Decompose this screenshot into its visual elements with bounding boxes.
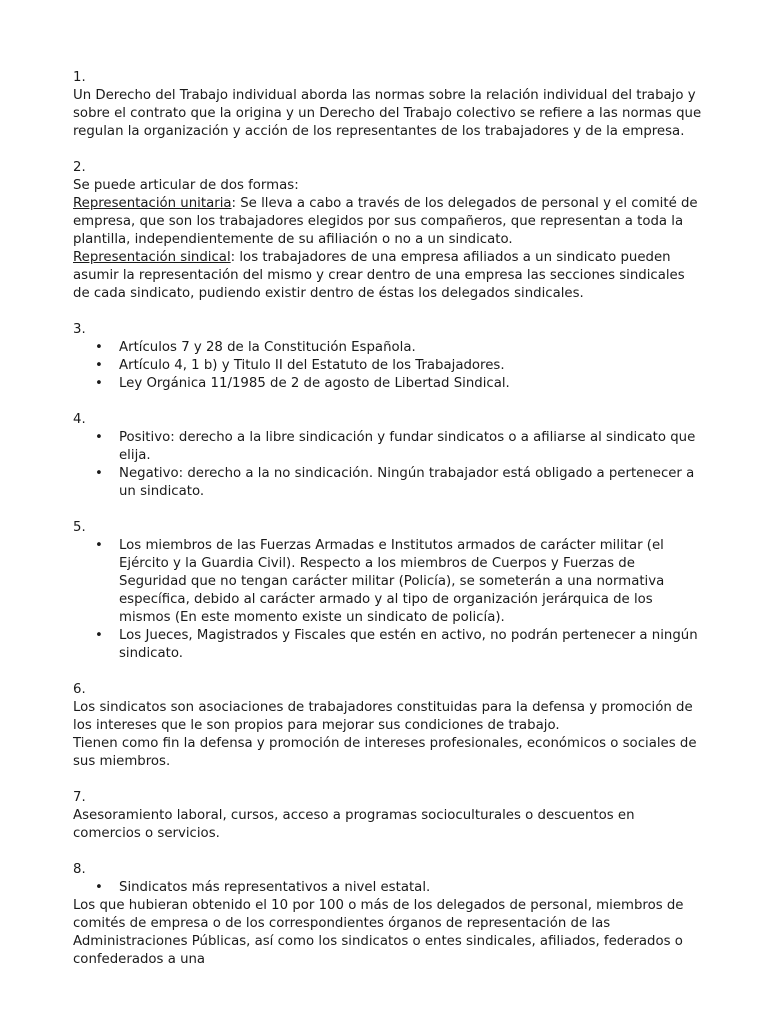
bullet-icon: • bbox=[95, 376, 103, 391]
bullet-icon: • bbox=[95, 538, 103, 553]
bullet-icon: • bbox=[95, 628, 103, 643]
paragraph: Se puede articular de dos formas: bbox=[73, 178, 299, 193]
list-item bbox=[73, 339, 703, 357]
term-representacion-unitaria: Representación unitaria bbox=[73, 196, 232, 211]
section-number: 4. bbox=[73, 412, 86, 427]
section-number: 5. bbox=[73, 520, 86, 535]
bullet-icon: • bbox=[95, 340, 103, 355]
list-item-text: Los miembros de las Fuerzas Armadas e Institutos armados de carácter militar (el Ejército y la Guardia Civil). Respecto a los miembros de Cuerpos y Fuerzas de Seguridad que no tengan carácter militar (Policía), se someterán a una normativa específica, debido al carácter armado y al tipo de organización jerárquica de los mismos (En este momento existe un sindicato de policía). bbox=[119, 538, 665, 625]
definition-text: : los trabajadores de una empresa afiliados a un sindicato pueden asumir la representación del mismo y crear dentro de una empresa las secciones sindicales de cada sindicato, pudiendo existir dentro de éstas los delegados sindicales. bbox=[73, 250, 685, 301]
paragraph: Los que hubieran obtenido el 10 por 100 o más de los delegados de personal, miembros de comités de empresa o de los correspondientes órganos de representación de las Administraciones Públicas, así como los sindicatos o entes sindicales, afiliados, federados o confederados a una bbox=[73, 898, 684, 967]
list-item bbox=[73, 357, 703, 375]
bullet-icon: • bbox=[95, 358, 103, 373]
bullet-icon: • bbox=[95, 466, 103, 481]
section-number: 1. bbox=[73, 70, 86, 85]
bullet-icon: • bbox=[95, 430, 103, 445]
bullet-list bbox=[73, 339, 703, 393]
list-item-text: Artículos 7 y 28 de la Constitución Española. bbox=[119, 340, 416, 355]
paragraph bbox=[73, 249, 703, 303]
section-number: 8. bbox=[73, 862, 86, 877]
list-item bbox=[73, 537, 703, 627]
paragraph: Asesoramiento laboral, cursos, acceso a programas socioculturales o descuentos en comercios o servicios. bbox=[73, 808, 635, 841]
bullet-list bbox=[73, 429, 703, 501]
section-number: 3. bbox=[73, 322, 86, 337]
document-body bbox=[73, 69, 703, 969]
list-item bbox=[73, 627, 703, 663]
bullet-icon: • bbox=[95, 880, 103, 895]
paragraph: Un Derecho del Trabajo individual aborda las normas sobre la relación individual del trabajo y sobre el contrato que la origina y un Derecho del Trabajo colectivo se refiere a las normas que regulan la organización y acción de los representantes de los trabajadores y de la empresa. bbox=[73, 88, 702, 139]
paragraph: Tienen como fin la defensa y promoción de intereses profesionales, económicos o sociales de sus miembros. bbox=[73, 736, 697, 769]
list-item bbox=[73, 429, 703, 465]
paragraph: Los sindicatos son asociaciones de trabajadores constituidas para la defensa y promoción de los intereses que le son propios para mejorar sus condiciones de trabajo. bbox=[73, 700, 693, 733]
bullet-list bbox=[73, 537, 703, 663]
list-item-text: Positivo: derecho a la libre sindicación y fundar sindicatos o a afiliarse al sindicato que elija. bbox=[119, 430, 696, 463]
bullet-list bbox=[73, 879, 703, 897]
list-item bbox=[73, 879, 703, 897]
list-item-text: Artículo 4, 1 b) y Titulo II del Estatuto de los Trabajadores. bbox=[119, 358, 505, 373]
list-item-text: Negativo: derecho a la no sindicación. Ningún trabajador está obligado a pertenecer a un sindicato. bbox=[119, 466, 695, 499]
section-number: 2. bbox=[73, 160, 86, 175]
list-item-text: Sindicatos más representativos a nivel estatal. bbox=[119, 880, 431, 895]
section-number: 6. bbox=[73, 682, 86, 697]
list-item bbox=[73, 375, 703, 393]
list-item-text: Los Jueces, Magistrados y Fiscales que estén en activo, no podrán pertenecer a ningún sindicato. bbox=[119, 628, 698, 661]
list-item bbox=[73, 465, 703, 501]
paragraph bbox=[73, 195, 703, 249]
term-representacion-sindical: Representación sindical bbox=[73, 250, 231, 265]
section-number: 7. bbox=[73, 790, 86, 805]
definition-text: : Se lleva a cabo a través de los delegados de personal y el comité de empresa, que son los trabajadores elegidos por sus compañeros, que representan a toda la plantilla, independientemente de su afiliación o no a un sindicato. bbox=[73, 196, 698, 247]
list-item-text: Ley Orgánica 11/1985 de 2 de agosto de Libertad Sindical. bbox=[119, 376, 510, 391]
